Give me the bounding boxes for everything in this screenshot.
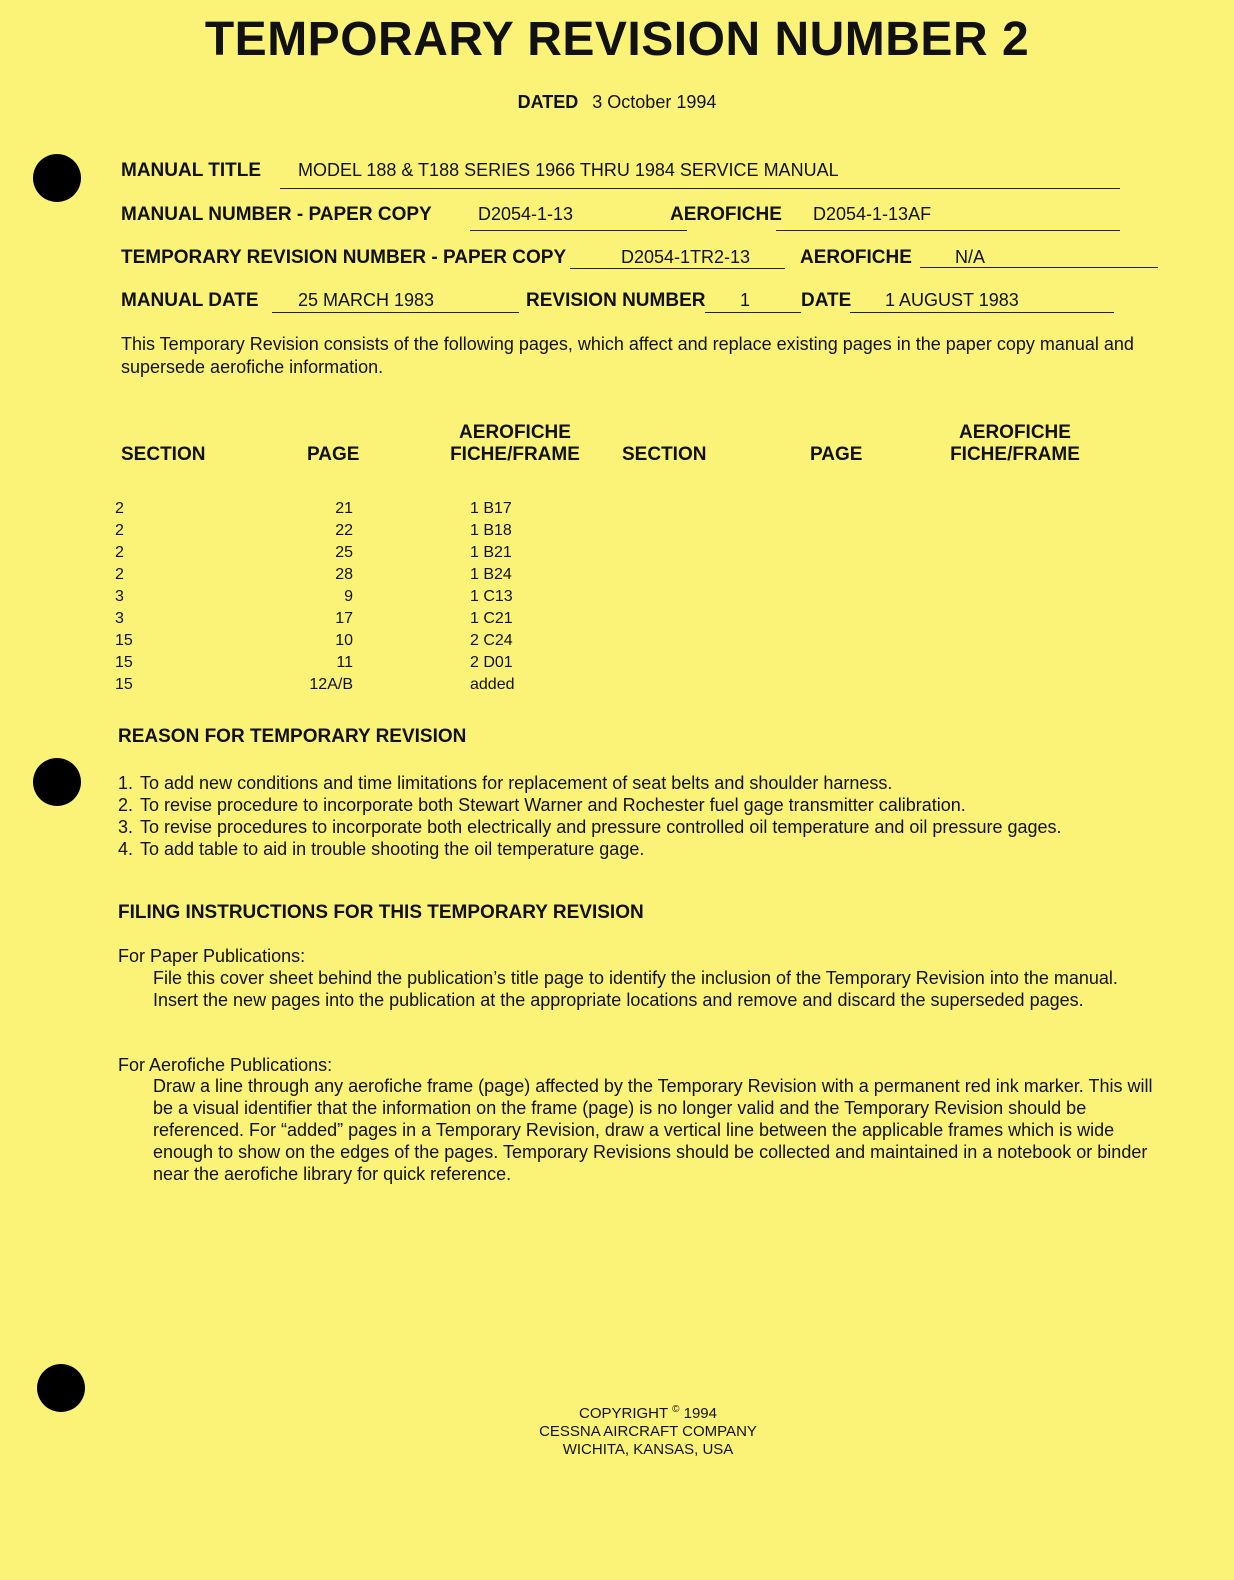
list-text: To add new conditions and time limitations for replacement of seat belts and shoulder harness. bbox=[140, 773, 893, 793]
dated-line bbox=[0, 92, 1234, 113]
list-number: 3. bbox=[118, 817, 134, 837]
company-location: WICHITA, KANSAS, USA bbox=[562, 1441, 734, 1458]
list-number: 1. bbox=[118, 773, 134, 793]
copyright-line bbox=[0, 1401, 1234, 1423]
table-row bbox=[0, 566, 600, 588]
list-item bbox=[118, 772, 1128, 794]
table-row bbox=[0, 676, 600, 698]
manual-date-label: MANUAL DATE bbox=[121, 290, 259, 311]
cell-section: 2 bbox=[115, 500, 124, 517]
cell-section: 2 bbox=[115, 544, 124, 561]
copyright-year: 1994 bbox=[683, 1405, 717, 1422]
binder-hole-middle bbox=[33, 758, 81, 806]
copyright-footer bbox=[0, 1401, 1234, 1459]
cell-page: 25 bbox=[335, 544, 353, 561]
header-page-2: PAGE bbox=[810, 444, 863, 465]
revision-number-value: 1 bbox=[740, 290, 751, 310]
manual-number-aerofiche-value: D2054-1-13AF bbox=[813, 204, 932, 224]
tr-number-aerofiche-value: N/A bbox=[955, 247, 986, 267]
tr-number-value: D2054-1TR2-13 bbox=[621, 247, 751, 267]
header-aerofiche-2-line1: AEROFICHE bbox=[959, 422, 1071, 443]
manual-number-underline bbox=[470, 230, 687, 231]
cell-frame: 1 B21 bbox=[470, 544, 512, 561]
dated-value: 3 October 1994 bbox=[592, 92, 717, 112]
date-underline bbox=[850, 312, 1114, 313]
manual-title-underline bbox=[280, 188, 1120, 189]
cell-page: 12A/B bbox=[309, 676, 353, 693]
cell-frame: 1 B24 bbox=[470, 566, 512, 583]
cell-page: 22 bbox=[335, 522, 353, 539]
cell-page: 10 bbox=[335, 632, 353, 649]
aerofiche-publications-label: For Aerofiche Publications: bbox=[118, 1055, 333, 1075]
intro-paragraph: This Temporary Revision consists of the following pages, which affect and replace existing pages in the paper copy manual and supersede aerofiche information. bbox=[121, 334, 1134, 377]
cell-frame: 1 B18 bbox=[470, 522, 512, 539]
cell-section: 2 bbox=[115, 522, 124, 539]
header-aerofiche-2-line2: FICHE/FRAME bbox=[950, 444, 1080, 465]
cell-frame: added bbox=[470, 676, 515, 693]
table-row bbox=[0, 522, 600, 544]
tr-number-underline bbox=[570, 268, 785, 269]
paper-publications-text: File this cover sheet behind the publication’s title page to identify the inclusion of the Temporary Revision into the manual. Insert the new pages into the publication at the appropriate locations and remove and discard the superseded pages. bbox=[153, 968, 1118, 1010]
cell-page: 28 bbox=[335, 566, 353, 583]
header-aerofiche-1-line2: FICHE/FRAME bbox=[450, 444, 580, 465]
cell-section: 2 bbox=[115, 566, 124, 583]
filing-heading: FILING INSTRUCTIONS FOR THIS TEMPORARY REVISION bbox=[118, 902, 644, 923]
cell-page: 17 bbox=[335, 610, 353, 627]
tr-number-aerofiche-label: AEROFICHE bbox=[800, 247, 912, 268]
manual-number-aerofiche-underline bbox=[776, 230, 1120, 231]
manual-title-label: MANUAL TITLE bbox=[121, 160, 262, 181]
header-section-1: SECTION bbox=[121, 444, 206, 465]
manual-title-value: MODEL 188 & T188 SERIES 1966 THRU 1984 SERVICE MANUAL bbox=[298, 160, 839, 180]
copyright-symbol: © bbox=[672, 1404, 680, 1415]
dated-label: DATED bbox=[517, 92, 579, 112]
list-text: To add table to aid in trouble shooting the oil temperature gage. bbox=[140, 839, 645, 859]
table-row bbox=[0, 632, 600, 654]
list-text: To revise procedures to incorporate both electrically and pressure controlled oil temperature and oil pressure gages. bbox=[140, 817, 1062, 837]
cell-section: 15 bbox=[115, 676, 133, 693]
reason-heading: REASON FOR TEMPORARY REVISION bbox=[118, 726, 467, 747]
manual-number-label: MANUAL NUMBER - PAPER COPY bbox=[121, 204, 432, 225]
tr-number-aerofiche-underline bbox=[920, 267, 1158, 268]
cell-frame: 1 C21 bbox=[470, 610, 513, 627]
header-aerofiche-2 bbox=[940, 422, 1090, 466]
table-row bbox=[0, 654, 600, 676]
cell-frame: 1 C13 bbox=[470, 588, 513, 605]
revision-table bbox=[0, 500, 600, 698]
revision-number-label: REVISION NUMBER bbox=[526, 290, 706, 311]
cell-section: 3 bbox=[115, 588, 124, 605]
list-item bbox=[118, 816, 1128, 838]
manual-date-underline bbox=[272, 312, 519, 313]
header-page-1: PAGE bbox=[307, 444, 360, 465]
list-text: To revise procedure to incorporate both Stewart Warner and Rochester fuel gage transmitter calibration. bbox=[140, 795, 966, 815]
table-row bbox=[0, 544, 600, 566]
list-item bbox=[118, 838, 1128, 860]
cell-page: 9 bbox=[344, 588, 353, 605]
date-label: DATE bbox=[801, 290, 852, 311]
cell-page: 11 bbox=[336, 654, 353, 671]
page-title: TEMPORARY REVISION NUMBER 2 bbox=[204, 13, 1030, 66]
aerofiche-publications-text: Draw a line through any aerofiche frame (page) affected by the Temporary Revision with a permanent red ink marker. This will be a visual identifier that the information on the frame (page) is no longer valid and the Temporary Revision should be referenced. For “added” pages in a Temporary Revision, draw a vertical line between the applicable frames which is wide enough to show on the edges of the pages. Temporary Revisions should be collected and maintained in a notebook or binder near the aerofiche library for quick reference. bbox=[153, 1076, 1153, 1184]
header-section-2: SECTION bbox=[622, 444, 707, 465]
revision-number-underline bbox=[705, 312, 801, 313]
list-number: 4. bbox=[118, 839, 134, 859]
header-aerofiche-1 bbox=[440, 422, 590, 466]
header-aerofiche-1-line1: AEROFICHE bbox=[459, 422, 571, 443]
binder-hole-top bbox=[33, 154, 81, 202]
cell-frame: 1 B17 bbox=[470, 500, 512, 517]
company-name: CESSNA AIRCRAFT COMPANY bbox=[539, 1423, 757, 1440]
paper-publications-label: For Paper Publications: bbox=[118, 946, 306, 966]
cell-frame: 2 C24 bbox=[470, 632, 513, 649]
table-row bbox=[0, 588, 600, 610]
cell-section: 3 bbox=[115, 610, 124, 627]
cell-section: 15 bbox=[115, 632, 133, 649]
cell-frame: 2 D01 bbox=[470, 654, 513, 671]
reason-list bbox=[118, 772, 1128, 860]
list-number: 2. bbox=[118, 795, 134, 815]
cell-page: 21 bbox=[335, 500, 353, 517]
cell-section: 15 bbox=[115, 654, 133, 671]
tr-number-label: TEMPORARY REVISION NUMBER - PAPER COPY bbox=[121, 247, 567, 268]
copyright-word: COPYRIGHT bbox=[579, 1405, 668, 1422]
list-item bbox=[118, 794, 1128, 816]
table-row bbox=[0, 500, 600, 522]
manual-date-value: 25 MARCH 1983 bbox=[298, 290, 435, 310]
table-row bbox=[0, 610, 600, 632]
manual-number-value: D2054-1-13 bbox=[478, 204, 574, 224]
date-value: 1 AUGUST 1983 bbox=[885, 290, 1019, 310]
manual-number-aerofiche-label: AEROFICHE bbox=[670, 204, 782, 225]
